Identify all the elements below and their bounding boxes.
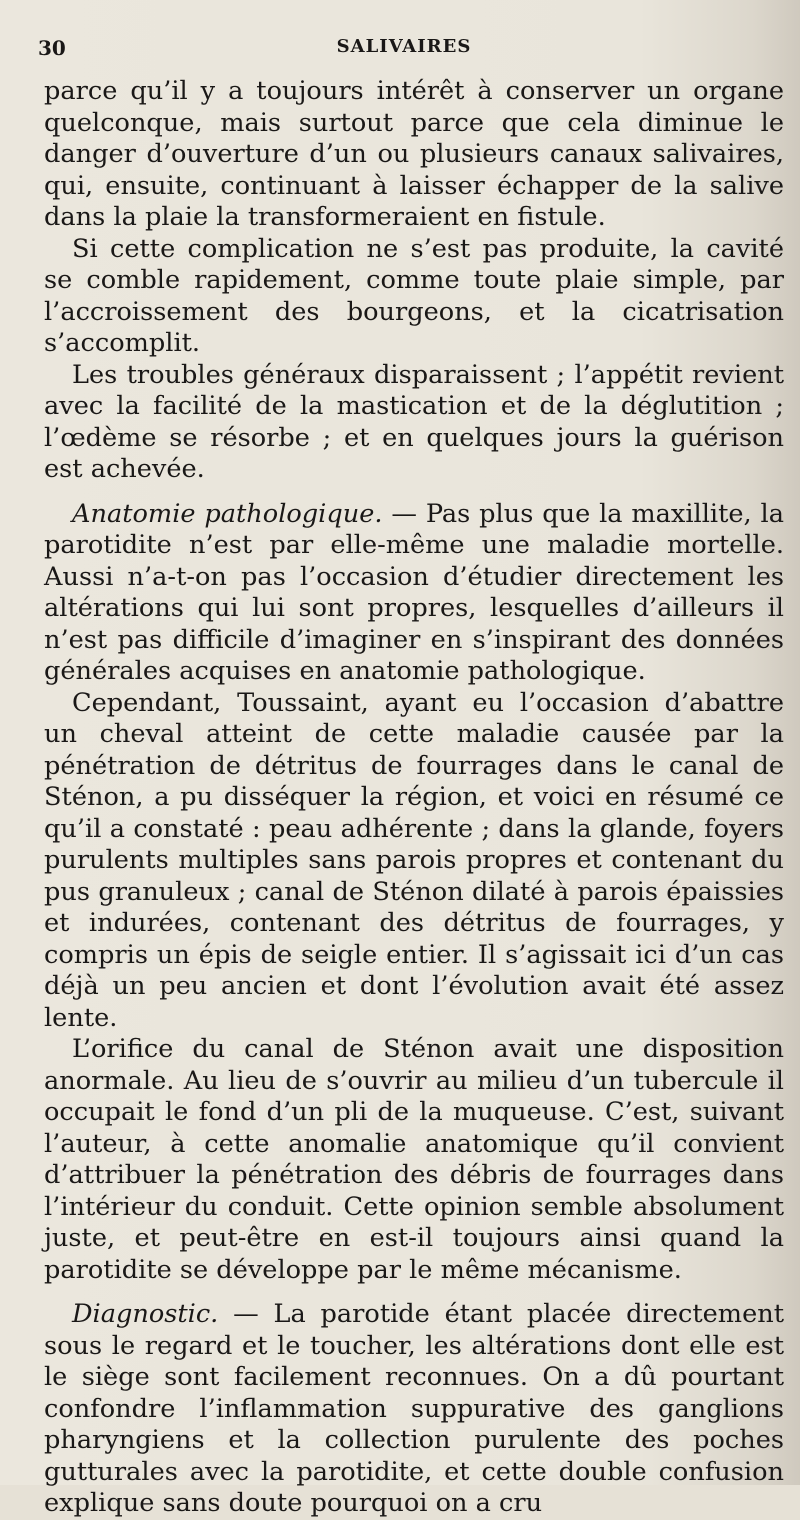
paragraph xyxy=(44,1034,784,1286)
section-paragraph xyxy=(44,499,784,688)
paragraph xyxy=(44,76,784,234)
paragraph-text: parce qu’il y a toujours intérêt à conserver un organe quelconque, mais surtout parce que cela diminue le danger d’ouverture d’un ou plusieurs canaux salivaires, qui, ensuite, continuant à laisser échapper de la salive dans la plaie la transformeraient en fistule. xyxy=(44,76,784,232)
paragraph-text: — La parotide étant placée directement sous le regard et le toucher, les altérations dont elle est le siège sont facilement reconnues. On a dû pourtant confondre l’inflammation suppurative des ganglions pharyngiens et la collection purulente des poches gutturales avec la parotidite, et cette double confusion explique sans doute pourquoi on a cru xyxy=(44,1299,784,1518)
paragraph-text: Si cette complication ne s’est pas produite, la cavité se comble rapidement, comme toute plaie simple, par l’accroissement des bourgeons, et la cicatrisation s’accomplit. xyxy=(44,233,784,358)
paragraph-text: — Pas plus que la maxillite, la parotidite n’est par elle-même une maladie mortelle. Aussi n’a-t-on pas l’occasion d’étudier directement les altérations qui lui sont propres, lesquelles d’ailleurs il n’est pas difficile d’imaginer en s’inspirant des données générales acquises en anatomie pathologique. xyxy=(44,498,784,686)
section-paragraph xyxy=(44,1299,784,1520)
section-title: Diagnostic. xyxy=(72,1299,219,1329)
section-title: Anatomie pathologique. xyxy=(72,498,383,529)
running-title: SALIVAIRES xyxy=(336,36,472,57)
page-body xyxy=(44,76,784,1520)
paragraph xyxy=(44,688,784,1035)
paragraph-text: L’orifice du canal de Sténon avait une disposition anormale. Au lieu de s’ouvrir au milieu d’un tubercule il occupait le fond d’un pli de la muqueuse. C’est, suivant l’auteur, à cette anomalie anatomique qu’il convient d’attribuer la pénétration des débris de fourrages dans l’intérieur du conduit. Cette opinion semble absolument juste, et peut-être en est-il toujours ainsi quand la parotidite se développe par le même mécanisme. xyxy=(44,1034,784,1285)
paragraph-text: Les troubles généraux disparaissent ; l’appétit revient avec la facilité de la mastication et de la déglutition ; l’œdème se résorbe ; et en quelques jours la guérison est achevée. xyxy=(44,359,784,484)
paragraph-text: Cependant, Toussaint, ayant eu l’occasion d’abattre un cheval atteint de cette maladie causée par la pénétration de détritus de fourrages dans le canal de Sténon, a pu disséquer la région, et voici en résumé ce qu’il a constaté : peau adhérente ; dans la glande, foyers purulents multiples sans parois propres et contenant du pus granuleux ; canal de Sténon dilaté à parois épaissies et indurées, contenant des détritus de fourrages, y compris un épis de seigle entier. Il s’agissait ici d’un cas déjà un peu ancien et dont l’évolution avait été assez lente. xyxy=(44,687,784,1033)
paragraph xyxy=(44,234,784,360)
page-header xyxy=(38,36,770,64)
page-number: 30 xyxy=(38,36,66,60)
paragraph xyxy=(44,360,784,486)
